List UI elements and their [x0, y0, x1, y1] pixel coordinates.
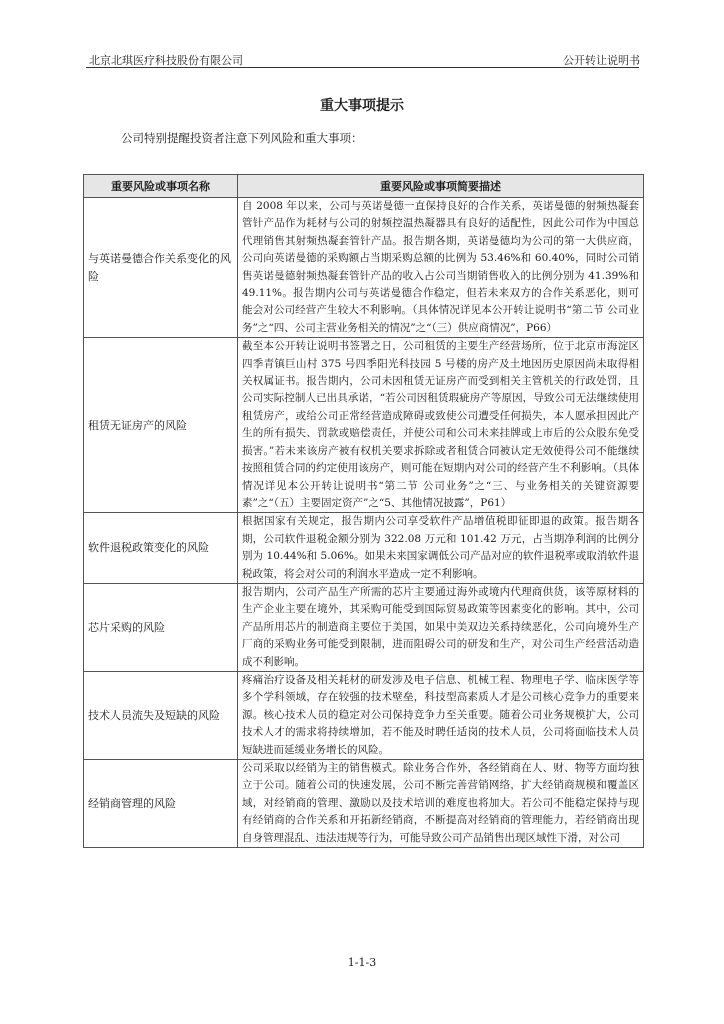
risk-table	[83, 174, 644, 848]
table-header-row	[84, 175, 644, 198]
header-document-type: 公开转让说明书	[563, 54, 640, 67]
risk-name: 技术人员流失及短缺的风险	[84, 671, 238, 759]
column-header-name: 重要风险或事项名称	[84, 175, 238, 198]
risk-description: 截至本公开转让说明书签署之日，公司租赁的主要生产经营场所，位于北京市海淀区四季青镇巨山村 375 号四季阳光科技园 5 号楼的房产及土地因历史原因尚未取得相关权属证书。报告期内，公司未因租赁无证房产而受到相关主管机关的行政处罚，且公司实际控制人已出具承诺，“若公司因租赁瑕疵房产等原因，导致公司无法继续使用租赁房产，或给公司正常经营造成障碍或致使公司遭受任何损失，本人愿承担因此产生的所有损失、罚款或赔偿责任，并使公司和公司未来挂牌或上市后的公众股东免受损害。”若未来该房产被有权机关要求拆除或者租赁合同被认定无效使得公司不能继续按照租赁合同的约定使用该房产，则可能在短期内对公司的经营产生不利影响。（具体情况详见本公开转让说明书“第二节 公司业务”之“三、与业务相关的关键资源要素”之“（五）主要固定资产”之“5、其他情况披露”，P61）	[238, 338, 644, 513]
intro-text: 公司特别提醒投资者注意下列风险和重大事项：	[121, 131, 363, 145]
page-number: 1-1-3	[347, 956, 377, 969]
table-row	[84, 198, 644, 338]
risk-name: 与英诺曼德合作关系变化的风险	[84, 198, 238, 338]
table-row	[84, 513, 644, 584]
header-company-name: 北京北琪医疗科技股份有限公司	[89, 54, 243, 67]
column-header-description: 重要风险或事项简要描述	[238, 175, 644, 198]
risk-name: 芯片采购的风险	[84, 583, 238, 671]
risk-description: 报告期内，公司产品生产所需的芯片主要通过海外或境内代理商供货，该等原材料的生产企业主要在境外，其采购可能受到国际贸易政策等因素变化的影响。其中，公司产品所用芯片的制造商主要位于美国，如果中美双边关系持续恶化，公司向境外生产厂商的采购业务可能受到限制，进而阻碍公司的研发和生产，对公司生产经营活动造成不利影响。	[238, 583, 644, 671]
risk-description: 疼痛治疗设备及相关耗材的研发涉及电子信息、机械工程、物理电子学、临床医学等多个学科领域，存在较强的技术壁垒，科技型高素质人才是公司核心竞争力的重要来源。核心技术人员的稳定对公司保持竞争力至关重要。随着公司业务规模扩大，公司技术人才的需求将持续增加，若不能及时聘任适岗的技术人员，公司将面临技术人员短缺进而延缓业务增长的风险。	[238, 671, 644, 759]
risk-description: 根据国家有关规定，报告期内公司享受软件产品增值税即征即退的政策。报告期各期，公司软件退税金额分别为 322.08 万元和 101.42 万元，占当期净利润的比例分别为 10.44%和 5.06%。如果未来国家调低公司产品对应的软件退税率或取消软件退税政策，将会对公司的利润水平造成一定不利影响。	[238, 513, 644, 584]
table-row	[84, 338, 644, 513]
risk-name: 软件退税政策变化的风险	[84, 513, 238, 584]
page-title: 重大事项提示	[320, 98, 404, 114]
risk-description: 公司采取以经销为主的销售模式。除业务合作外，各经销商在人、财、物等方面均独立于公司。随着公司的快速发展，公司不断完善营销网络，扩大经销商规模和覆盖区域，对经销商的管理、激励以及技术培训的难度也将加大。若公司不能稳定保持与现有经销商的合作关系和开拓新经销商，不断提高对经销商的管理能力，若经销商出现自身管理混乱、违法违规等行为，可能导致公司产品销售出现区域性下滑，对公司	[238, 760, 644, 848]
table-row	[84, 583, 644, 671]
table-row	[84, 760, 644, 848]
risk-name: 租赁无证房产的风险	[84, 338, 238, 513]
risk-description: 自 2008 年以来，公司与英诺曼德一直保持良好的合作关系，英诺曼德的射频热凝套管针产品作为耗材与公司的射频控温热凝器具有良好的适配性，因此公司作为中国总代理销售其射频热凝套管针产品。报告期各期，英诺曼德均为公司的第一大供应商，公司向英诺曼德的采购额占当期采购总额的比例为 53.46%和 60.40%，同时公司销售英诺曼德射频热凝套管针产品的收入占公司当期销售收入的比例分别为 41.39%和 49.11%。报告期内公司与英诺曼德合作稳定，但若未来双方的合作关系恶化，则可能会对公司经营产生较大不利影响。（具体情况详见本公开转让说明书“第二节 公司业务”之“四、公司主营业务相关的情况”之“（三）供应商情况”，P66）	[238, 198, 644, 338]
header-divider	[86, 67, 639, 68]
risk-name: 经销商管理的风险	[84, 760, 238, 848]
table-row	[84, 671, 644, 759]
